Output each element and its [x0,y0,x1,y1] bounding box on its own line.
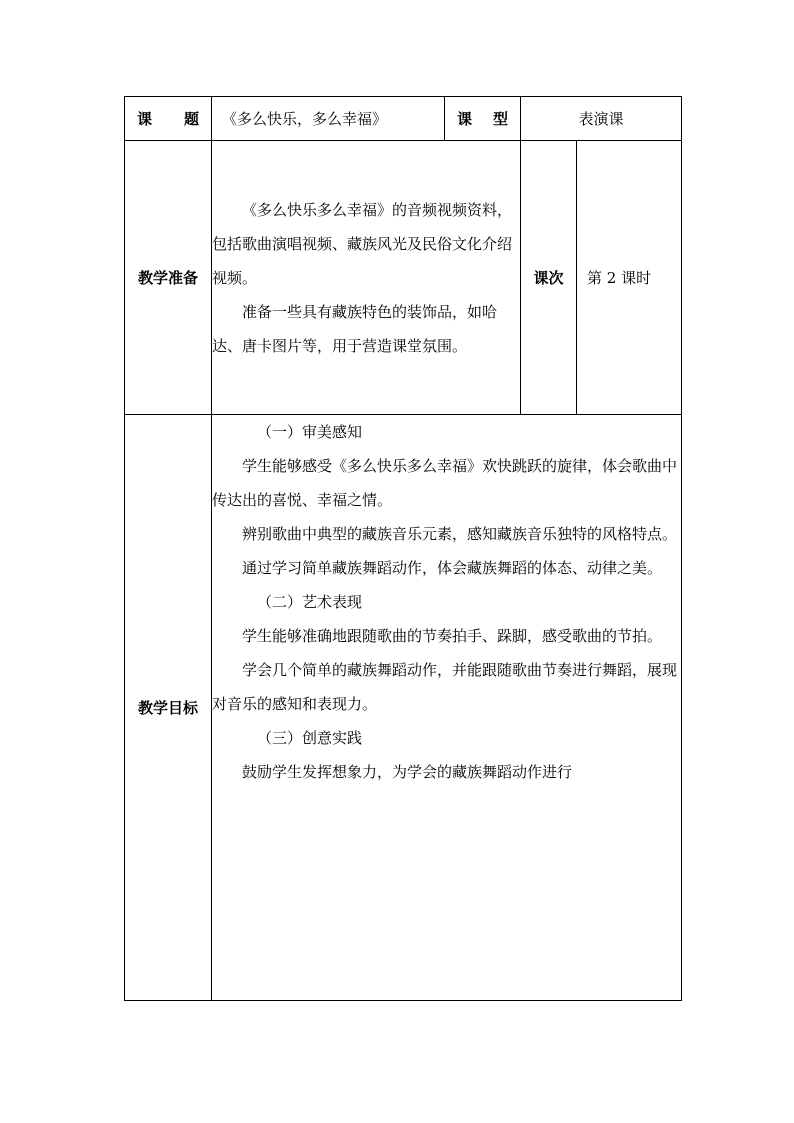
goals-row [125,415,682,1001]
goal-paragraph: 学生能够感受《多么快乐多么幸福》欢快跳跃的旋律，体会歌曲中传达出的喜悦、幸福之情。 [212,457,678,509]
prep-label: 教学准备 [125,141,212,415]
session-label: 课次 [521,141,577,415]
type-label-char-1: 课 [457,109,473,128]
goal-paragraph: 学会几个简单的藏族舞蹈动作，并能跟随歌曲节奏进行舞蹈，展现对音乐的感知和表现力。 [212,661,678,713]
section-heading: （一）审美感知 [257,423,363,441]
type-label-char-2: 型 [492,109,508,128]
topic-value: 《多么快乐，多么幸福》 [212,97,445,141]
prep-content [212,141,521,415]
topic-label-char-2: 题 [183,109,199,128]
type-value: 表演课 [521,97,682,141]
goal-paragraph: 辨别歌曲中典型的藏族音乐元素，感知藏族音乐独特的风格特点。 [242,525,678,543]
prep-paragraph: 《多么快乐多么幸福》的音频视频资料，包括歌曲演唱视频、藏族风光及民俗文化介绍视频。 [212,200,513,287]
goals-content [212,415,682,1001]
topic-label-char-1: 课 [137,109,153,128]
lesson-plan-table [124,96,682,1001]
goal-paragraph: 学生能够准确地跟随歌曲的节奏拍手、跺脚，感受歌曲的节拍。 [242,627,663,645]
goal-paragraph: 通过学习简单藏族舞蹈动作，体会藏族舞蹈的体态、动律之美。 [242,559,663,577]
goal-paragraph: 鼓励学生发挥想象力，为学会的藏族舞蹈动作进行 [242,763,573,781]
goals-label: 教学目标 [125,415,212,1001]
section-heading: （三）创意实践 [257,729,363,747]
type-label-cell [445,97,521,141]
topic-label-cell [125,97,212,141]
section-heading: （二）艺术表现 [257,593,363,611]
session-value: 第 2 课时 [577,141,682,415]
prep-paragraph: 准备一些具有藏族特色的装饰品，如哈达、唐卡图片等，用于营造课堂氛围。 [212,302,498,355]
prep-row [125,141,682,415]
header-row [125,97,682,141]
